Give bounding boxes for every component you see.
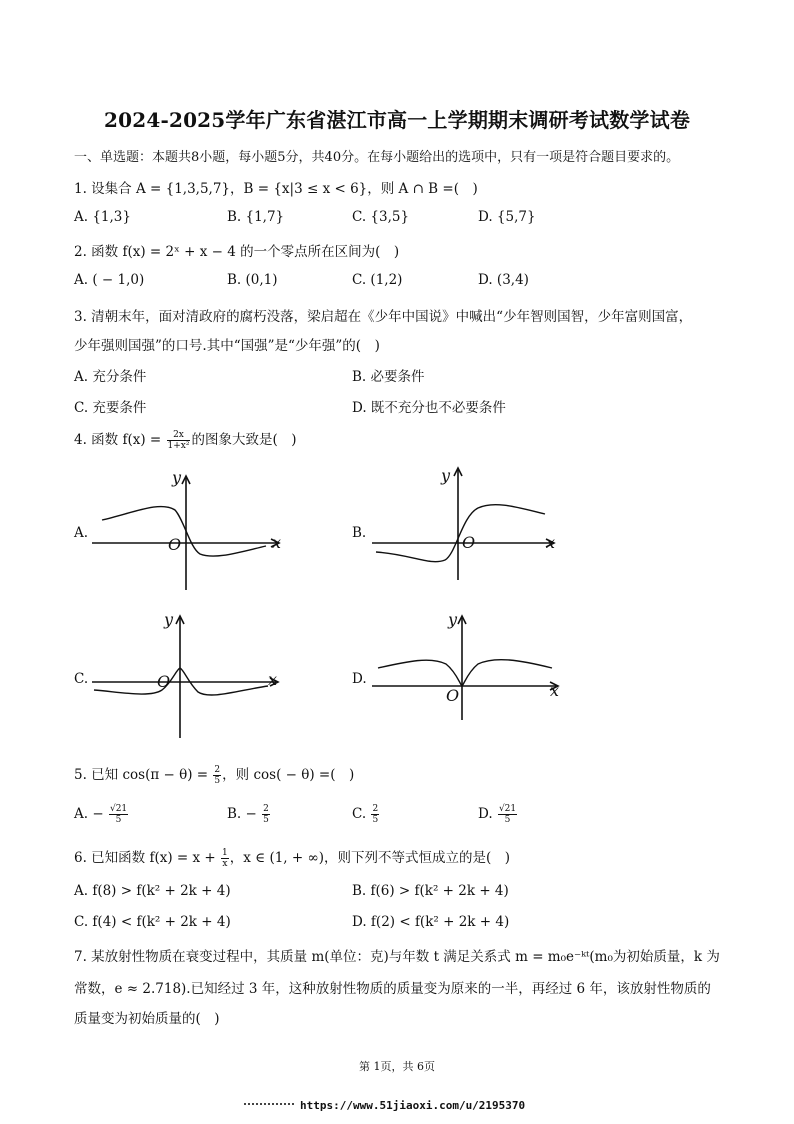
question-3-stem-line1: 3. 清朝末年，面对清政府的腐朽没落，梁启超在《少年中国说》中喊出“少年智则国智，少年富则国富， <box>74 309 693 325</box>
q1-option-d: D. {5,7} <box>478 209 536 225</box>
graph-d-x-label: x <box>550 681 560 700</box>
q6-stem-prefix: 6. 已知函数 f(x) = x + <box>74 850 216 866</box>
q5-option-d <box>478 804 518 825</box>
q1-option-b: B. {1,7} <box>227 209 285 225</box>
graph-c-y-label: y <box>164 610 174 629</box>
q6-option-a: A. f(8) > f(k² + 2k + 4) <box>74 883 231 899</box>
q5-c-num: 2 <box>372 804 379 814</box>
graph-d-curve <box>378 660 552 686</box>
graph-c-x-label: x <box>268 670 278 689</box>
q5-option-a <box>74 804 129 825</box>
q3-option-d: D. 既不充分也不必要条件 <box>352 400 506 416</box>
q5-c-den: 5 <box>372 815 379 825</box>
page-footer: 第 1页，共 6页 <box>359 1060 435 1073</box>
q4-stem-suffix: 的图象大致是( ) <box>191 432 297 448</box>
q5-a-num: √21 <box>109 804 128 814</box>
graph-a-y-label: y <box>172 468 182 487</box>
q5-option-d-label: D. <box>478 806 493 822</box>
q2-option-a: A. ( − 1,0) <box>74 272 145 288</box>
graph-d-origin-label: O <box>446 686 460 705</box>
q5-b-den: 5 <box>263 815 269 825</box>
q6-option-d: D. f(2) < f(k² + 2k + 4) <box>352 914 510 930</box>
q1-option-c: C. {3,5} <box>352 209 410 225</box>
q5-frac-numerator: 2 <box>214 765 221 775</box>
q4-stem-prefix: 4. 函数 f(x) = <box>74 432 162 448</box>
q4-option-c-label: C. <box>74 671 89 687</box>
question-1-stem: 1. 设集合 A = {1,3,5,7}，B = {x|3 ≤ x < 6}，则 A ∩ B =( ) <box>74 181 478 197</box>
question-6-stem <box>74 846 510 869</box>
q5-option-d-fraction <box>498 804 517 825</box>
q3-option-a: A. 充分条件 <box>74 369 147 385</box>
q5-option-c-label: C. <box>352 806 367 822</box>
q6-frac-denominator: x <box>222 859 228 869</box>
q4-option-b-label: B. <box>352 525 367 541</box>
q5-option-c-fraction <box>371 804 379 825</box>
q5-frac-denominator: 5 <box>214 776 221 786</box>
q5-option-b-label: B. − <box>227 806 257 822</box>
question-7-line3: 质量变为初始质量的( ) <box>74 1011 220 1027</box>
q5-stem-prefix: 5. 已知 cos(π − θ) = <box>74 767 209 783</box>
page-title: 2024-2025学年广东省湛江市高一上学期期末调研考试数学试卷 <box>103 108 691 132</box>
q5-option-a-label: A. − <box>74 806 104 822</box>
source-url[interactable] <box>244 1099 525 1112</box>
q5-option-b <box>227 804 271 825</box>
question-7-line1: 7. 某放射性物质在衰变过程中，其质量 m(单位：克)与年数 t 满足关系式 m = m₀e⁻ᵏᵗ(m₀为初始质量，k 为 <box>74 949 720 965</box>
graph-a-origin-label: O <box>168 535 182 554</box>
q3-option-c: C. 充要条件 <box>74 400 147 416</box>
q6-option-c: C. f(4) < f(k² + 2k + 4) <box>74 914 231 930</box>
graph-b-origin-label: O <box>462 533 476 552</box>
q6-stem-suffix: ，x ∈ (1, + ∞)，则下列不等式恒成立的是( ) <box>229 850 511 866</box>
q5-stem-suffix: ，则 cos( − θ) =( ) <box>222 767 355 783</box>
watermark-mark <box>244 1103 294 1110</box>
q2-option-b: B. (0,1) <box>227 272 278 288</box>
question-5-stem <box>74 763 354 786</box>
graph-a-x-label: x <box>272 533 282 552</box>
q5-fraction <box>213 765 221 786</box>
question-7-line2: 常数，e ≈ 2.718).已知经过 3 年，这种放射性物质的质量变为原来的一半，再经过 6 年，该放射性物质的 <box>74 981 711 997</box>
q5-a-den: 5 <box>115 815 122 825</box>
q5-option-c <box>352 804 380 825</box>
q4-option-a-label: A. <box>74 525 89 541</box>
graph-d-y-label: y <box>448 610 458 629</box>
section-header: 一、单选题：本题共8小题，每小题5分，共40分。在每小题给出的选项中，只有一项是符合题目要求的。 <box>74 150 680 165</box>
q6-option-b: B. f(6) > f(k² + 2k + 4) <box>352 883 509 899</box>
graph-b-x-label: x <box>546 533 556 552</box>
q4-frac-numerator: 2x <box>167 430 191 441</box>
question-3-stem-line2: 少年强则国强”的口号.其中“国强”是“少年强”的( ) <box>74 338 380 354</box>
q2-option-c: C. (1,2) <box>352 272 403 288</box>
q5-d-den: 5 <box>504 815 511 825</box>
graph-c-origin-label: O <box>157 672 171 691</box>
q5-option-a-fraction <box>109 804 128 825</box>
q1-option-a: A. {1,3} <box>74 209 131 225</box>
source-url-text[interactable]: https://www.51jiaoxi.com/u/2195370 <box>300 1099 526 1112</box>
q5-d-num: √21 <box>498 804 517 814</box>
q5-b-num: 2 <box>263 804 269 814</box>
q5-option-b-fraction <box>262 804 270 825</box>
q4-frac-denominator: 1+x² <box>167 441 190 451</box>
graph-b-y-label: y <box>441 466 451 485</box>
q4-option-d-label: D. <box>352 671 367 687</box>
q3-option-b: B. 必要条件 <box>352 369 425 385</box>
q6-fraction <box>221 848 229 869</box>
q6-frac-numerator: 1 <box>222 848 228 858</box>
question-2-stem: 2. 函数 f(x) = 2ˣ + x − 4 的一个零点所在区间为( ) <box>74 244 400 260</box>
q2-option-d: D. (3,4) <box>478 272 529 288</box>
